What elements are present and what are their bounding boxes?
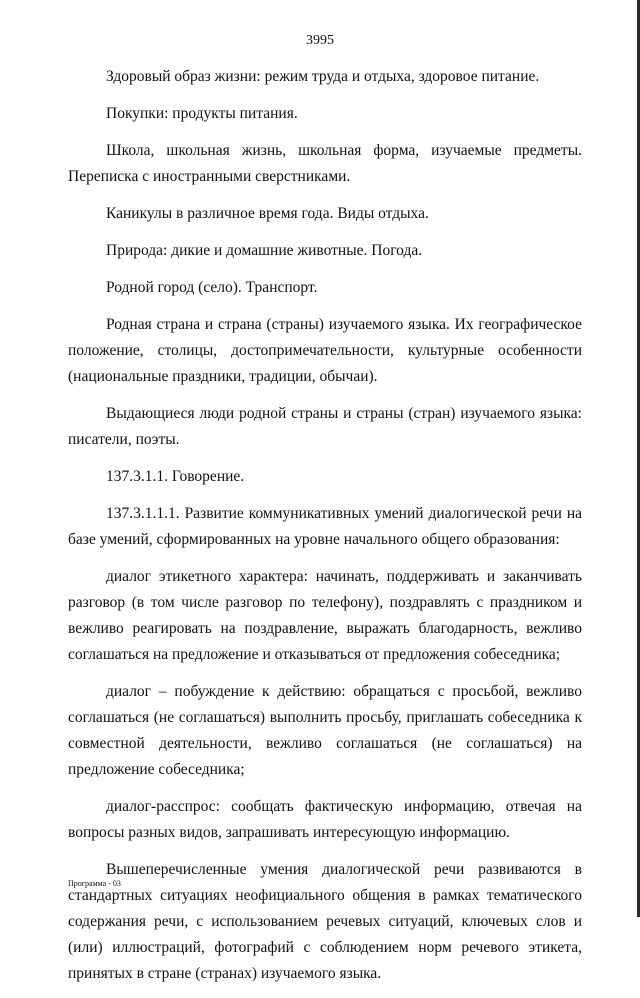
list-item: диалог-расспрос: сообщать фактическую информацию, отвечая на вопросы разных видов, запрашивать интересующую информацию.	[68, 798, 582, 841]
subsection-heading: 137.3.1.1.1. Развитие коммуникативных умений диалогической речи на базе умений, сформированных на уровне начального общего образования:	[68, 505, 582, 548]
page-number: 3995	[306, 33, 334, 48]
paragraph: Вышеперечисленные умения диалогической речи развиваются в стандартных ситуациях неофициального общения в рамках тематического содержания речи, с использованием речевых ситуаций, ключевых слов и (или) иллюстраций, фотографий с соблюдением норм речевого этикета, принятых в стране (странах) изучаемого языка.	[68, 861, 582, 982]
paragraph: Родной город (село). Транспорт.	[106, 279, 318, 296]
paragraph: Родная страна и страна (страны) изучаемого языка. Их географическое положение, столицы, достопримечательности, культурные особенности (национальные праздники, традиции, обычаи).	[68, 316, 582, 385]
list-item: диалог этикетного характера: начинать, поддерживать и заканчивать разговор (в том числе разговор по телефону), поздравлять с праздником и вежливо реагировать на поздравление, выражать благодарность, вежливо соглашаться на предложение и отказываться от предложения собеседника;	[68, 568, 582, 663]
section-heading: 137.3.1.1. Говорение.	[106, 468, 245, 485]
paragraph: Покупки: продукты питания.	[106, 105, 298, 122]
paragraph: Выдающиеся люди родной страны и страны (стран) изучаемого языка: писатели, поэты.	[68, 405, 582, 448]
paragraph: Здоровый образ жизни: режим труда и отдыха, здоровое питание.	[106, 68, 540, 85]
paragraph: Каникулы в различное время года. Виды отдыха.	[106, 205, 429, 222]
paragraph: Школа, школьная жизнь, школьная форма, изучаемые предметы. Переписка с иностранными сверстниками.	[68, 142, 582, 185]
footer-label: Программа - 03	[68, 879, 121, 888]
list-item: диалог – побуждение к действию: обращаться с просьбой, вежливо соглашаться (не соглашаться) выполнить просьбу, приглашать собеседника к совместной деятельности, вежливо соглашаться (не соглашаться) на предложение собеседника;	[68, 683, 582, 778]
paragraph: Природа: дикие и домашние животные. Погода.	[106, 242, 423, 259]
document-body	[68, 64, 582, 998]
